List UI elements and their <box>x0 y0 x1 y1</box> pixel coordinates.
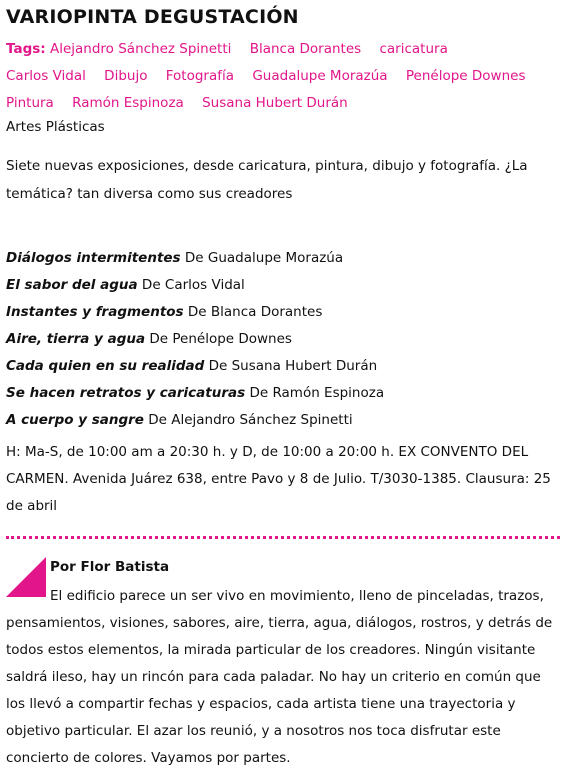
venue-hours: H: Ma-S, de 10:00 am a 20:30 h. y D, de 10:00 a 20:00 h. EX CONVENTO DEL CARMEN. Avenida Juárez 638, entre Pavo y 8 de Julio. T/3030-1385. Clausura: 25 de abril <box>6 444 551 514</box>
tag-link-carlos-vidal[interactable]: Carlos Vidal <box>6 68 86 84</box>
tag-link-dibujo[interactable]: Dibujo <box>104 68 148 84</box>
tag-link-ramon-espinoza[interactable]: Ramón Espinoza <box>72 95 184 111</box>
exhibition-item <box>6 380 560 407</box>
tag-link-guadalupe-morazua[interactable]: Guadalupe Morazúa <box>252 68 388 84</box>
exhibition-author: De Blanca Dorantes <box>183 304 323 320</box>
exhibition-author: De Susana Hubert Durán <box>204 358 378 374</box>
exhibition-title: Instantes y fragmentos <box>6 304 184 320</box>
tag-list <box>6 36 560 117</box>
tag-link-fotografia[interactable]: Fotografía <box>165 68 235 84</box>
tag-link-pintura[interactable]: Pintura <box>6 95 54 111</box>
article-intro: Siete nuevas exposiciones, desde caricatura, pintura, dibujo y fotografía. ¿La temática? tan diversa como sus creadores <box>6 158 528 202</box>
exhibition-item <box>6 299 560 326</box>
exhibition-title: A cuerpo y sangre <box>6 412 144 428</box>
tag-link-penelope-downes[interactable]: Penélope Downes <box>405 68 526 84</box>
article-category: Artes Plásticas <box>6 119 105 135</box>
author-byline: Por Flor Batista <box>50 559 170 575</box>
exhibition-title: Aire, tierra y agua <box>6 331 146 347</box>
exhibition-title: El sabor del agua <box>6 277 138 293</box>
exhibition-author: De Ramón Espinoza <box>245 385 385 401</box>
article-title: VARIOPINTA DEGUSTACIÓN <box>6 6 299 28</box>
exhibition-item <box>6 407 560 434</box>
tags-label: Tags: <box>6 41 46 57</box>
exhibition-title: Cada quien en su realidad <box>6 358 205 374</box>
tag-link-caricatura[interactable]: caricatura <box>379 41 448 57</box>
exhibition-author: De Carlos Vidal <box>137 277 245 293</box>
exhibition-item <box>6 326 560 353</box>
exhibition-author: De Guadalupe Morazúa <box>180 250 344 266</box>
exhibition-item <box>6 245 560 272</box>
dotted-divider <box>6 536 560 539</box>
exhibition-author: De Penélope Downes <box>145 331 292 347</box>
article-body: El edificio parece un ser vivo en movimiento, lleno de pinceladas, trazos, pensamientos, visiones, sabores, aire, tierra, agua, diálogos, rostros, y detrás de todos estos elementos, la mirada particular de los creadores. Ningún visitante saldrá ileso, hay un rincón para cada paladar. No hay un criterio en común que los llevó a compartir fechas y espacios, cada artista tiene una trayectoria y objetivo particular. El azar los reunió, y a nosotros nos toca disfrutar este concierto de colores. Vayamos por partes. <box>6 588 553 766</box>
exhibition-title: Diálogos intermitentes <box>6 250 181 266</box>
tag-link-susana-hubert-duran[interactable]: Susana Hubert Durán <box>202 95 348 111</box>
tag-link-blanca-dorantes[interactable]: Blanca Dorantes <box>249 41 362 57</box>
exhibition-title: Se hacen retratos y caricaturas <box>6 385 246 401</box>
exhibition-item <box>6 353 560 380</box>
exhibition-list <box>6 245 560 434</box>
exhibition-author: De Alejandro Sánchez Spinetti <box>143 412 353 428</box>
tag-link-alejandro-sanchez-spinetti[interactable]: Alejandro Sánchez Spinetti <box>49 41 232 57</box>
exhibition-item <box>6 272 560 299</box>
